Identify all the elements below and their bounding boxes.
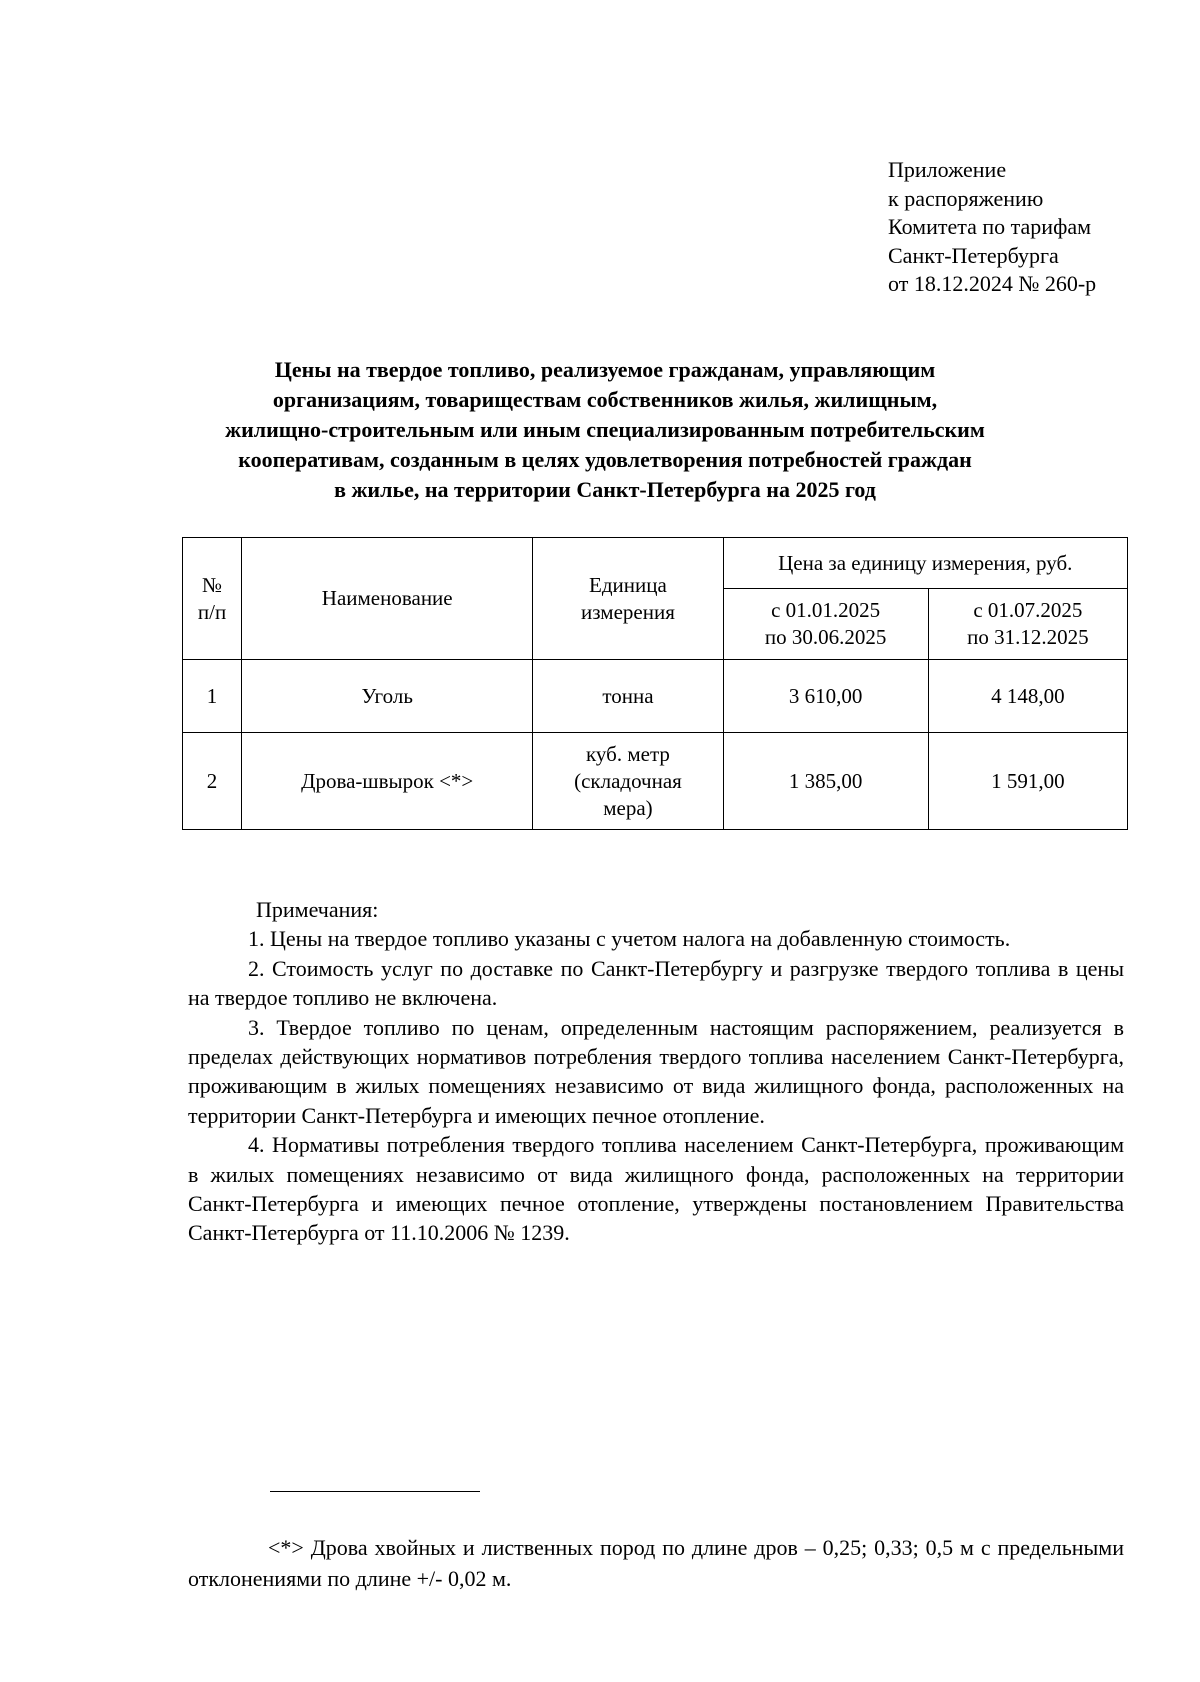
note-item: 3. Твердое топливо по ценам, определенным настоящим распоряжением, реализуется в пределах действующих нормативов потребления твердого топлива населением Санкт-Петербурга, проживающим в жилых помещениях независимо от вида жилищного фонда, расположенных на территории Санкт-Петербурга и имеющих печное отопление. xyxy=(188,1014,1124,1128)
cell-name: Дрова-швырок <*> xyxy=(242,733,533,830)
header-period-1-line1: с 01.01.2025 xyxy=(771,598,881,622)
price-table xyxy=(182,537,1128,830)
title-line: организациям, товариществам собственников жилья, жилищным, xyxy=(272,387,938,412)
header-name xyxy=(242,538,533,660)
cell-unit xyxy=(533,660,723,733)
cell-unit-line: куб. метр xyxy=(586,741,670,766)
footnote: <*> Дрова хвойных и лиственных пород по длине дров – 0,25; 0,33; 0,5 м с предельными отклонениями по длине +/- 0,02 м. xyxy=(188,1535,1124,1591)
header-price-group xyxy=(723,538,1127,589)
table-header-row xyxy=(183,538,1128,589)
cell-unit-line: тонна xyxy=(602,683,654,708)
title-line: кооперативам, созданным в целях удовлетворения потребностей граждан xyxy=(238,447,972,472)
cell-unit xyxy=(533,733,723,830)
cell-price-period-2: 1 591,00 xyxy=(928,733,1127,830)
appendix-line: к распоряжению xyxy=(888,185,1044,211)
header-name-label: Наименование xyxy=(321,586,453,610)
header-unit-line1: Единица xyxy=(589,572,667,597)
cell-price-period-1: 1 385,00 xyxy=(723,733,928,830)
appendix-line: Санкт-Петербурга xyxy=(888,242,1059,268)
header-period-2-line1: с 01.07.2025 xyxy=(973,598,1083,622)
document-title xyxy=(150,355,1060,505)
footnote-divider xyxy=(270,1491,480,1492)
title-line: Цены на твердое топливо, реализуемое гражданам, управляющим xyxy=(274,357,936,382)
appendix-line: Комитета по тарифам xyxy=(888,214,1092,239)
header-period-2-line2: по 31.12.2025 xyxy=(967,625,1089,649)
header-num-line1: № xyxy=(202,572,223,597)
header-period-1 xyxy=(723,589,928,660)
note-item: 1. Цены на твердое топливо указаны с учетом налога на добавленную стоимость. xyxy=(248,926,1011,952)
header-period-2 xyxy=(928,589,1127,660)
cell-num: 1 xyxy=(183,660,242,733)
cell-unit-line: (складочная xyxy=(574,768,682,793)
notes-section xyxy=(188,895,1124,1248)
cell-price-period-2: 4 148,00 xyxy=(928,660,1127,733)
header-period-1-line2: по 30.06.2025 xyxy=(764,625,887,649)
title-line: в жилье, на территории Санкт-Петербурга на 2025 год xyxy=(334,477,876,502)
appendix-line: от 18.12.2024 № 260-р xyxy=(888,271,1097,296)
title-line: жилищно-строительным или иным специализированным потребительским xyxy=(225,417,985,442)
cell-num: 2 xyxy=(183,733,242,830)
header-unit-line2: измерения xyxy=(581,599,675,624)
note-item: 2. Стоимость услуг по доставке по Санкт-Петербургу и разгрузке твердого топлива в цены на твердое топливо не включена. xyxy=(188,955,1124,1011)
note-item: 4. Нормативы потребления твердого топлива населением Санкт-Петербурга, проживающим в жилых помещениях независимо от вида жилищного фонда, расположенных на территории Санкт-Петербурга и имеющих печное отопление, утверждены постановлением Правительства Санкт-Петербурга от 11.10.2006 № 1239. xyxy=(188,1132,1124,1246)
table-row xyxy=(183,660,1128,733)
header-unit xyxy=(533,538,723,660)
notes-heading: Примечания: xyxy=(256,897,379,922)
header-price-group-label: Цена за единицу измерения, руб. xyxy=(778,550,1073,575)
header-num-line2: п/п xyxy=(197,599,227,624)
appendix-line: Приложение xyxy=(888,157,1007,182)
table-row xyxy=(183,733,1128,830)
cell-unit-line: мера) xyxy=(603,795,653,820)
cell-price-period-1: 3 610,00 xyxy=(723,660,928,733)
header-num xyxy=(183,538,242,660)
cell-name: Уголь xyxy=(242,660,533,733)
appendix-block xyxy=(888,156,1096,299)
